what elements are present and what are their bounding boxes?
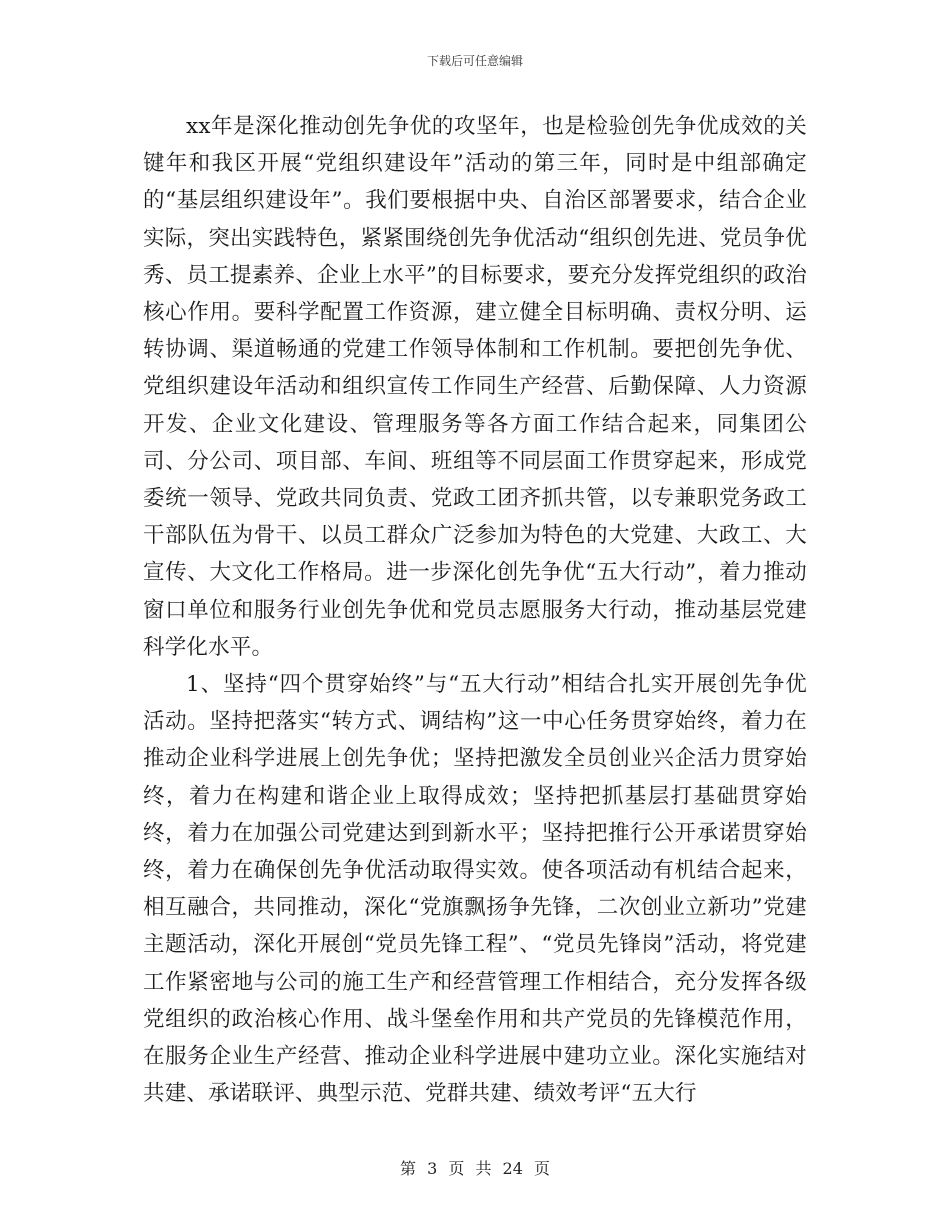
page-number: 第 3 页 共 24 页	[400, 1159, 550, 1178]
page-header-note: 下载后可任意编辑	[426, 54, 523, 68]
body-paragraph-1: xx年是深化推动创先争优的攻坚年，也是检验创先争优成效的关键年和我区开展“党组织建设年”活动的第三年，同时是中组部确定的“基层组织建设年”。我们要根据中央、自治区部署要求，结合企业实际，突出实践特色，紧紧围绕创先争优活动“组织创先进、党员争优秀、员工提素养、企业上水平”的目标要求，要充分发挥党组织的政治核心作用。要科学配置工作资源，建立健全目标明确、责权分明、运转协调、渠道畅通的党建工作领导体制和工作机制。要把创先争优、党组织建设年活动和组织宣传工作同生产经营、后勤保障、人力资源开发、企业文化建设、管理服务等各方面工作结合起来，同集团公司、分公司、项目部、车间、班组等不同层面工作贯穿起来，形成党委统一领导、党政共同负责、党政工团齐抓共管，以专兼职党务政工干部队伍为骨干、以员工群众广泛参加为特色的大党建、大政工、大宣传、大文化工作格局。进一步深化创先争优“五大行动”，着力推动窗口单位和服务行业创先争优和党员志愿服务大行动，推动基层党建科学化水平。	[143, 114, 807, 660]
body-paragraph-2: 1、坚持“四个贯穿始终”与“五大行动”相结合扎实开展创先争优活动。坚持把落实“转方式、调结构”这一中心任务贯穿始终，着力在推动企业科学进展上创先争优；坚持把激发全员创业兴企活力贯穿始终，着力在构建和谐企业上取得成效；坚持把抓基层打基础贯穿始终，着力在加强公司党建达到到新水平；坚持把推行公开承诺贯穿始终，着力在确保创先争优活动取得实效。使各项活动有机结合起来，相互融合，共同推动，深化“党旗飘扬争先锋，二次创业立新功”党建主题活动，深化开展创“党员先锋工程”、“党员先锋岗”活动，将党建工作紧密地与公司的施工生产和经营管理工作相结合，充分发挥各级党组织的政治核心作用、战斗堡垒作用和共产党员的先锋模范作用，在服务企业生产经营、推动企业科学进展中建功立业。深化实施结对共建、承诺联评、典型示范、党群共建、绩效考评“五大行	[143, 672, 807, 1107]
document-body	[143, 108, 807, 1112]
